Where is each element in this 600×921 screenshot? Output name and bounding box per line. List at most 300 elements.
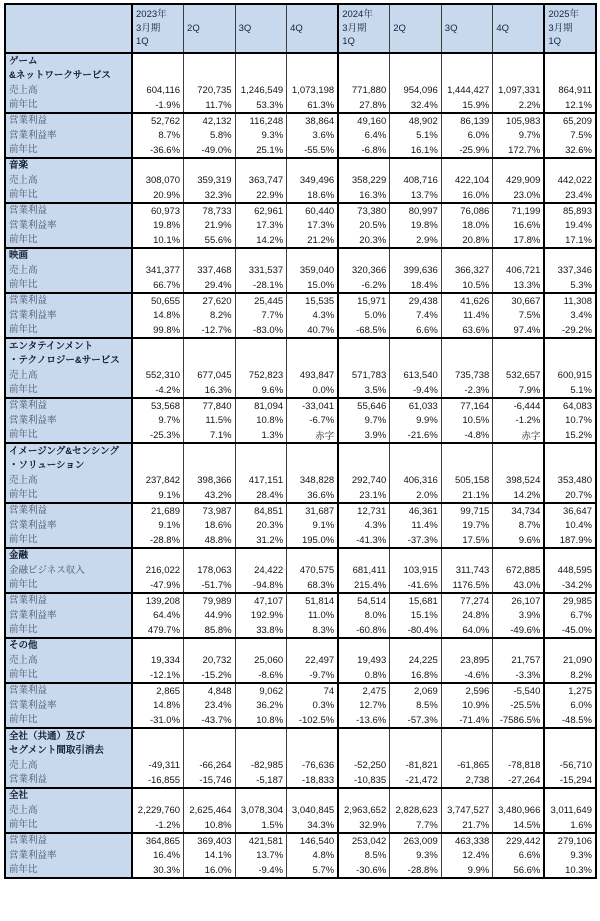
value-cell: 68.3% (287, 578, 339, 593)
value-cell: 77,274 (441, 593, 493, 608)
value-cell: 331,537 (235, 263, 287, 278)
value-cell: 369,403 (184, 833, 236, 848)
table-row (5, 128, 596, 143)
empty-cell (184, 443, 236, 473)
value-cell: 18.6% (287, 188, 339, 203)
row-label: 前年比 (5, 383, 132, 398)
value-cell: 55,646 (338, 398, 390, 413)
table-row (5, 368, 596, 383)
empty-cell (441, 728, 493, 758)
value-cell: 20.3% (235, 518, 287, 533)
value-cell: 22.9% (235, 188, 287, 203)
value-cell: 20.3% (338, 233, 390, 248)
value-cell: -49,311 (132, 758, 184, 773)
row-label: 営業利益 (5, 293, 132, 308)
table-row (5, 203, 596, 218)
segment-title-row (5, 338, 596, 368)
value-cell: 672,885 (493, 563, 545, 578)
value-cell: 20.9% (132, 188, 184, 203)
value-cell: 4,848 (184, 683, 236, 698)
value-cell: 3,078,304 (235, 803, 287, 818)
empty-cell (132, 548, 184, 563)
value-cell: 2,828,623 (390, 803, 442, 818)
row-label: 営業利益 (5, 113, 132, 128)
value-cell: 24.8% (441, 608, 493, 623)
table-row (5, 818, 596, 833)
segment-title: ゲーム &ネットワークサービス (5, 53, 132, 83)
value-cell: 7.1% (184, 428, 236, 443)
segment-title-row (5, 788, 596, 803)
value-cell: 1,275 (544, 683, 596, 698)
empty-cell (493, 788, 545, 803)
row-label: 金融ビジネス収入 (5, 563, 132, 578)
table-row (5, 233, 596, 248)
segment-title: 映画 (5, 248, 132, 263)
value-cell: 10.8% (235, 713, 287, 728)
empty-cell (235, 548, 287, 563)
value-cell: 103,915 (390, 563, 442, 578)
value-cell: -3.3% (493, 668, 545, 683)
value-cell: 55.6% (184, 233, 236, 248)
value-cell: 337,346 (544, 263, 596, 278)
empty-cell (132, 788, 184, 803)
value-cell: -28.1% (235, 278, 287, 293)
value-cell: 237,842 (132, 473, 184, 488)
empty-cell (390, 638, 442, 653)
value-cell: 32.6% (544, 143, 596, 158)
value-cell: 7.4% (390, 308, 442, 323)
row-label: 営業利益率 (5, 218, 132, 233)
quarter-header: 2Q (184, 4, 236, 53)
empty-cell (544, 53, 596, 83)
value-cell: -12.7% (184, 323, 236, 338)
row-label: 前年比 (5, 488, 132, 503)
value-cell: 16.1% (390, 143, 442, 158)
value-cell: 6.6% (390, 323, 442, 338)
empty-cell (132, 53, 184, 83)
financial-table (4, 3, 597, 879)
row-label: 前年比 (5, 278, 132, 293)
table-row (5, 113, 596, 128)
segment-title-row (5, 53, 596, 83)
value-cell: 2.2% (493, 98, 545, 113)
value-cell: 47,107 (235, 593, 287, 608)
value-cell: -52,250 (338, 758, 390, 773)
empty-cell (287, 788, 339, 803)
value-cell: 11.5% (184, 413, 236, 428)
value-cell: -45.0% (544, 623, 596, 638)
empty-cell (235, 338, 287, 368)
value-cell: 85.8% (184, 623, 236, 638)
value-cell: 12.1% (544, 98, 596, 113)
value-cell: -1.2% (493, 413, 545, 428)
value-cell: 408,716 (390, 173, 442, 188)
value-cell: -66,264 (184, 758, 236, 773)
value-cell: 8.7% (493, 518, 545, 533)
value-cell: -83.0% (235, 323, 287, 338)
value-cell: 292,740 (338, 473, 390, 488)
value-cell: 43.2% (184, 488, 236, 503)
table-row (5, 683, 596, 698)
row-label: 売上高 (5, 473, 132, 488)
row-label: 売上高 (5, 173, 132, 188)
value-cell: 2,596 (441, 683, 493, 698)
value-cell: 216,022 (132, 563, 184, 578)
segment-title: エンタテインメント ・テクノロジー&サービス (5, 338, 132, 368)
corner-cell (5, 4, 132, 53)
value-cell: 25,445 (235, 293, 287, 308)
value-cell: -12.1% (132, 668, 184, 683)
value-cell: 赤字 (287, 428, 339, 443)
table-row (5, 668, 596, 683)
value-cell: -43.7% (184, 713, 236, 728)
row-label: 営業利益 (5, 593, 132, 608)
empty-cell (184, 248, 236, 263)
value-cell: 29,438 (390, 293, 442, 308)
value-cell: -78,818 (493, 758, 545, 773)
value-cell: 74 (287, 683, 339, 698)
value-cell: 34,734 (493, 503, 545, 518)
empty-cell (441, 788, 493, 803)
value-cell: 864,911 (544, 83, 596, 98)
value-cell: 463,338 (441, 833, 493, 848)
value-cell: 51,814 (287, 593, 339, 608)
value-cell: 15,535 (287, 293, 339, 308)
value-cell: 15.1% (390, 608, 442, 623)
row-label: 前年比 (5, 818, 132, 833)
value-cell: 11,308 (544, 293, 596, 308)
value-cell: 18.0% (441, 218, 493, 233)
empty-cell (390, 548, 442, 563)
value-cell: 11.4% (441, 308, 493, 323)
value-cell: -49.6% (493, 623, 545, 638)
empty-cell (132, 338, 184, 368)
quarter-header: 4Q (493, 4, 545, 53)
value-cell: 30.3% (132, 863, 184, 878)
empty-cell (441, 338, 493, 368)
value-cell: -25.3% (132, 428, 184, 443)
value-cell: 613,540 (390, 368, 442, 383)
empty-cell (235, 158, 287, 173)
value-cell: 15,681 (390, 593, 442, 608)
value-cell: 2,475 (338, 683, 390, 698)
value-cell: 9.1% (132, 518, 184, 533)
value-cell: -4.6% (441, 668, 493, 683)
value-cell: -9.7% (287, 668, 339, 683)
table-row (5, 803, 596, 818)
empty-cell (493, 158, 545, 173)
value-cell: 1.5% (235, 818, 287, 833)
value-cell: -5,540 (493, 683, 545, 698)
value-cell: -5,187 (235, 773, 287, 788)
value-cell: -6,444 (493, 398, 545, 413)
segment-title-row (5, 248, 596, 263)
value-cell: 17.3% (235, 218, 287, 233)
empty-cell (338, 638, 390, 653)
value-cell: 192.9% (235, 608, 287, 623)
table-row (5, 863, 596, 878)
empty-cell (132, 248, 184, 263)
value-cell: 532,657 (493, 368, 545, 383)
value-cell: 24,225 (390, 653, 442, 668)
empty-cell (235, 53, 287, 83)
empty-cell (338, 248, 390, 263)
empty-cell (544, 548, 596, 563)
value-cell: -9.4% (390, 383, 442, 398)
value-cell: -18,833 (287, 773, 339, 788)
value-cell: -15.2% (184, 668, 236, 683)
value-cell: 139,208 (132, 593, 184, 608)
value-cell: 21.2% (287, 233, 339, 248)
value-cell: 60,973 (132, 203, 184, 218)
value-cell: 31.2% (235, 533, 287, 548)
value-cell: 42,132 (184, 113, 236, 128)
empty-cell (287, 338, 339, 368)
value-cell: 14.8% (132, 698, 184, 713)
value-cell: 493,847 (287, 368, 339, 383)
value-cell: 20.5% (338, 218, 390, 233)
value-cell: 20.8% (441, 233, 493, 248)
value-cell: -61,865 (441, 758, 493, 773)
value-cell: 38,864 (287, 113, 339, 128)
segment-title: 全社 (5, 788, 132, 803)
value-cell: 399,636 (390, 263, 442, 278)
row-label: 営業利益率 (5, 698, 132, 713)
value-cell: -4.8% (441, 428, 493, 443)
table-row (5, 293, 596, 308)
empty-cell (544, 338, 596, 368)
value-cell: -1.9% (132, 98, 184, 113)
empty-cell (493, 728, 545, 758)
value-cell: 17.1% (544, 233, 596, 248)
value-cell: 5.0% (338, 308, 390, 323)
segment-title: 全社（共通）及び セグメント間取引消去 (5, 728, 132, 758)
table-row (5, 623, 596, 638)
value-cell: 11.4% (390, 518, 442, 533)
empty-cell (441, 248, 493, 263)
value-cell: 505,158 (441, 473, 493, 488)
value-cell: 9.1% (132, 488, 184, 503)
value-cell: -25.9% (441, 143, 493, 158)
value-cell: 14.8% (132, 308, 184, 323)
row-label: 営業利益 (5, 398, 132, 413)
value-cell: 63.6% (441, 323, 493, 338)
value-cell: 5.1% (390, 128, 442, 143)
value-cell: 86,139 (441, 113, 493, 128)
value-cell: 253,042 (338, 833, 390, 848)
value-cell: -7586.5% (493, 713, 545, 728)
value-cell: 81,094 (235, 398, 287, 413)
value-cell: -21.6% (390, 428, 442, 443)
empty-cell (493, 443, 545, 473)
value-cell: 1,073,198 (287, 83, 339, 98)
value-cell: 27.8% (338, 98, 390, 113)
value-cell: 9.1% (287, 518, 339, 533)
table-row (5, 533, 596, 548)
segment-title: イメージング&センシング ・ソリューション (5, 443, 132, 473)
value-cell: 30,667 (493, 293, 545, 308)
value-cell: 41,626 (441, 293, 493, 308)
value-cell: 9.3% (544, 848, 596, 863)
value-cell: 54,514 (338, 593, 390, 608)
value-cell: 21.1% (441, 488, 493, 503)
value-cell: 13.3% (493, 278, 545, 293)
empty-cell (338, 788, 390, 803)
value-cell: 229,442 (493, 833, 545, 848)
row-label: 前年比 (5, 143, 132, 158)
quarter-header: 2025年 3月期 1Q (544, 4, 596, 53)
value-cell: 84,851 (235, 503, 287, 518)
value-cell: 43.0% (493, 578, 545, 593)
value-cell: 97.4% (493, 323, 545, 338)
table-row (5, 833, 596, 848)
value-cell: 61,033 (390, 398, 442, 413)
value-cell: 15.9% (441, 98, 493, 113)
value-cell: 99.8% (132, 323, 184, 338)
empty-cell (390, 53, 442, 83)
value-cell: 9.6% (493, 533, 545, 548)
table-row (5, 518, 596, 533)
value-cell: 1.6% (544, 818, 596, 833)
value-cell: 735,738 (441, 368, 493, 383)
value-cell: -56,710 (544, 758, 596, 773)
value-cell: -6.8% (338, 143, 390, 158)
value-cell: 29.4% (184, 278, 236, 293)
value-cell: 9.3% (390, 848, 442, 863)
empty-cell (132, 443, 184, 473)
value-cell: 353,480 (544, 473, 596, 488)
value-cell: 5.7% (287, 863, 339, 878)
value-cell: 215.4% (338, 578, 390, 593)
value-cell: 448,595 (544, 563, 596, 578)
empty-cell (338, 443, 390, 473)
value-cell: 9,062 (235, 683, 287, 698)
value-cell: 3.4% (544, 308, 596, 323)
empty-cell (184, 728, 236, 758)
row-label: 営業利益 (5, 503, 132, 518)
value-cell: 14.2% (235, 233, 287, 248)
value-cell: 279,106 (544, 833, 596, 848)
empty-cell (544, 443, 596, 473)
value-cell: 6.6% (493, 848, 545, 863)
value-cell: 9.7% (132, 413, 184, 428)
empty-cell (493, 248, 545, 263)
value-cell: 10.5% (441, 413, 493, 428)
empty-cell (441, 638, 493, 653)
value-cell: 8.7% (132, 128, 184, 143)
value-cell: 187.9% (544, 533, 596, 548)
table-row (5, 713, 596, 728)
value-cell: -30.6% (338, 863, 390, 878)
value-cell: 470,575 (287, 563, 339, 578)
value-cell: 8.0% (338, 608, 390, 623)
quarter-header: 4Q (287, 4, 339, 53)
value-cell: 7.5% (493, 308, 545, 323)
row-label: 営業利益 (5, 683, 132, 698)
empty-cell (441, 548, 493, 563)
value-cell: 52,762 (132, 113, 184, 128)
value-cell: 29,985 (544, 593, 596, 608)
value-cell: 16.8% (390, 668, 442, 683)
table-row (5, 563, 596, 578)
value-cell: 11.0% (287, 608, 339, 623)
value-cell: 9.3% (235, 128, 287, 143)
row-label: 営業利益率 (5, 518, 132, 533)
value-cell: -55.5% (287, 143, 339, 158)
value-cell: 308,070 (132, 173, 184, 188)
value-cell: 7.9% (493, 383, 545, 398)
value-cell: 2,738 (441, 773, 493, 788)
empty-cell (184, 158, 236, 173)
value-cell: 311,743 (441, 563, 493, 578)
empty-cell (235, 248, 287, 263)
row-label: 前年比 (5, 323, 132, 338)
value-cell: -51.7% (184, 578, 236, 593)
value-cell: 6.4% (338, 128, 390, 143)
value-cell: -21,472 (390, 773, 442, 788)
value-cell: 10.8% (184, 818, 236, 833)
value-cell: 77,840 (184, 398, 236, 413)
empty-cell (544, 248, 596, 263)
value-cell: -57.3% (390, 713, 442, 728)
empty-cell (390, 338, 442, 368)
value-cell: 2,625,464 (184, 803, 236, 818)
value-cell: -28.8% (390, 863, 442, 878)
value-cell: 479.7% (132, 623, 184, 638)
segment-title-row (5, 638, 596, 653)
value-cell: -10,835 (338, 773, 390, 788)
row-label: 前年比 (5, 713, 132, 728)
empty-cell (338, 338, 390, 368)
table-row (5, 188, 596, 203)
value-cell: 76,086 (441, 203, 493, 218)
value-cell: 49,160 (338, 113, 390, 128)
empty-cell (493, 338, 545, 368)
value-cell: 4.3% (287, 308, 339, 323)
row-label: 売上高 (5, 758, 132, 773)
value-cell: 36,647 (544, 503, 596, 518)
value-cell: 16.6% (493, 218, 545, 233)
value-cell: 752,823 (235, 368, 287, 383)
value-cell: 8.5% (338, 848, 390, 863)
empty-cell (390, 158, 442, 173)
row-label: 前年比 (5, 578, 132, 593)
value-cell: 60,440 (287, 203, 339, 218)
row-label: 売上高 (5, 653, 132, 668)
row-label: 前年比 (5, 668, 132, 683)
value-cell: 12,731 (338, 503, 390, 518)
value-cell: 10.3% (544, 863, 596, 878)
empty-cell (235, 728, 287, 758)
value-cell: 10.4% (544, 518, 596, 533)
empty-cell (132, 728, 184, 758)
value-cell: -28.8% (132, 533, 184, 548)
value-cell: 3.9% (338, 428, 390, 443)
value-cell: 681,411 (338, 563, 390, 578)
table-row (5, 473, 596, 488)
table-row (5, 428, 596, 443)
value-cell: 44.9% (184, 608, 236, 623)
value-cell: 36.2% (235, 698, 287, 713)
empty-cell (287, 443, 339, 473)
table-row (5, 503, 596, 518)
value-cell: 2,865 (132, 683, 184, 698)
value-cell: 23,895 (441, 653, 493, 668)
value-cell: 12.4% (441, 848, 493, 863)
value-cell: 0.3% (287, 698, 339, 713)
row-label: 営業利益率 (5, 848, 132, 863)
table-row (5, 278, 596, 293)
